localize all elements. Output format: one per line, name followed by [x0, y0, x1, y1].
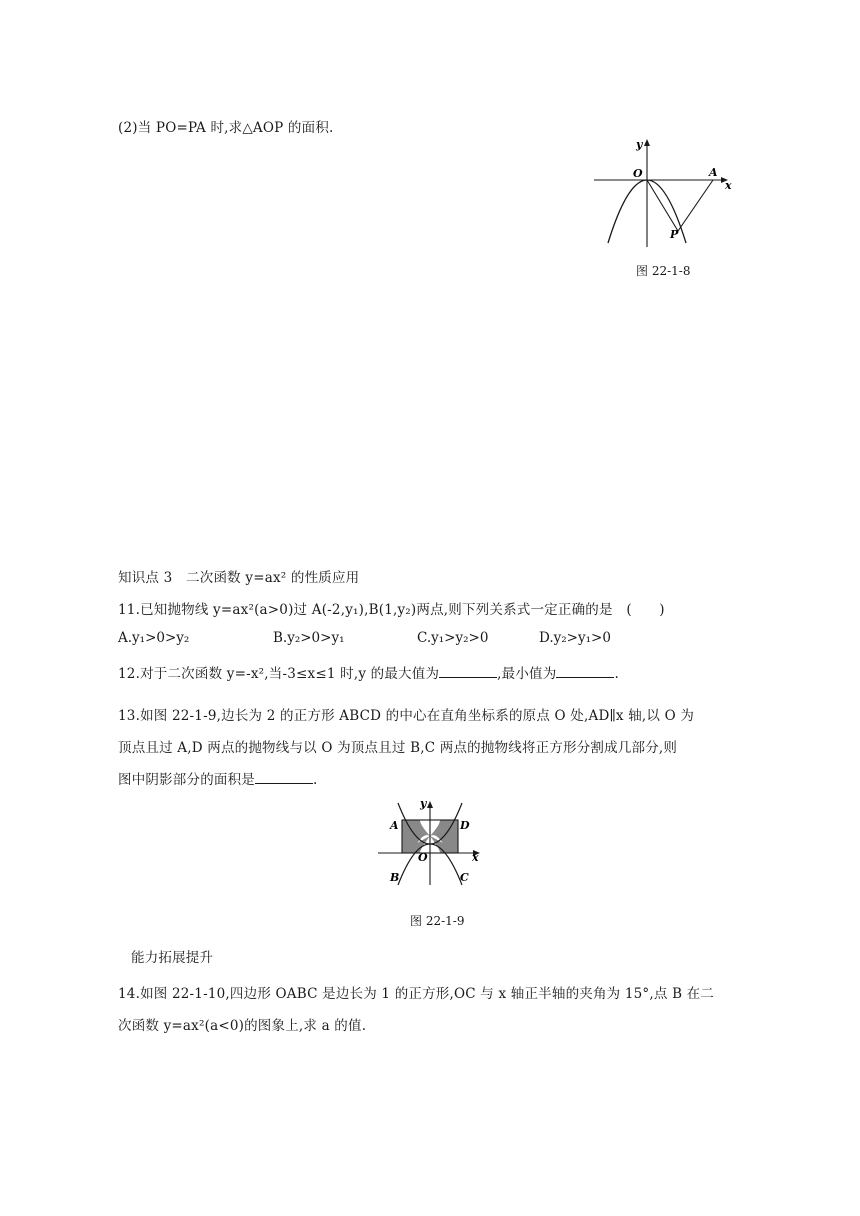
label-a: A — [709, 166, 718, 179]
y-axis-arrow — [427, 801, 433, 808]
question-11-stem: 11.已知抛物线 y=ax²(a>0)过 A(-2,y₁),B(1,y₂)两点,则下列关系式一定正确的是 ( ) — [118, 602, 665, 618]
figure-caption-22-1-8: 图 22-1-8 — [636, 264, 691, 278]
label-p: P — [670, 228, 679, 241]
label-x: x — [725, 179, 732, 192]
answer-blank-min — [556, 664, 614, 678]
question-12-part1: 12.对于二次函数 y=-x²,当-3≤x≤1 时,y 的最大值为 — [118, 666, 440, 682]
question-11-options — [118, 630, 738, 650]
section-3-title: 知识点 3 二次函数 y=ax² 的性质应用 — [118, 570, 360, 586]
question-13-line3 — [118, 768, 318, 788]
option-a: A.y₁>0>y₂ — [118, 630, 190, 646]
option-b: B.y₂>0>y₁ — [273, 630, 345, 646]
answer-blank-max — [439, 664, 497, 678]
question-13-line1: 13.如图 22-1-9,边长为 2 的正方形 ABCD 的中心在直角坐标系的原点 O 处,AD∥x 轴,以 O 为 — [118, 708, 695, 724]
figure-22-1-9 — [372, 795, 490, 887]
label-o: O — [418, 851, 428, 864]
question-14-line2: 次函数 y=ax²(a<0)的图象上,求 a 的值. — [118, 1018, 367, 1034]
question-13-line3-prefix: 图中阴影部分的面积是 — [118, 772, 255, 788]
figure-22-1-8 — [592, 135, 737, 253]
option-c: C.y₁>y₂>0 — [417, 630, 489, 646]
question-13-line2: 顶点且过 A,D 两点的抛物线与以 O 为顶点且过 B,C 两点的抛物线将正方形分割成几部分,则 — [118, 740, 678, 756]
y-axis-arrow — [644, 139, 650, 146]
question-13-line3-suffix: . — [313, 772, 318, 788]
question-12-part3: . — [614, 666, 619, 682]
label-y: y — [636, 138, 643, 151]
label-a: A — [390, 819, 399, 832]
label-x: x — [472, 851, 479, 864]
option-d: D.y₂>y₁>0 — [539, 630, 611, 646]
question-10-part2: (2)当 PO=PA 时,求△AOP 的面积. — [118, 120, 334, 136]
question-12 — [118, 662, 619, 682]
label-d: D — [460, 819, 470, 832]
figure-caption-22-1-9: 图 22-1-9 — [410, 914, 465, 928]
question-12-part2: ,最小值为 — [497, 666, 557, 682]
label-b: B — [390, 871, 400, 884]
label-y: y — [420, 797, 427, 810]
label-c: C — [460, 871, 469, 884]
question-14-line1: 14.如图 22-1-10,四边形 OABC 是边长为 1 的正方形,OC 与 x 轴正半轴的夹角为 15°,点 B 在二 — [118, 986, 715, 1002]
ability-heading: 能力拓展提升 — [131, 950, 214, 966]
label-o: O — [633, 167, 643, 180]
answer-blank-area — [255, 770, 313, 784]
